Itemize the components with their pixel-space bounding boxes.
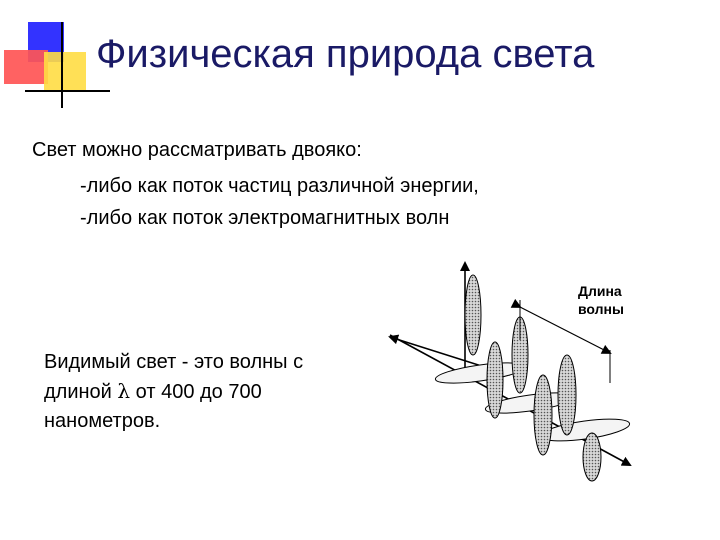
logo-vertical-line bbox=[61, 22, 63, 108]
description-line-2-start: длиной bbox=[44, 381, 112, 403]
logo-horizontal-line bbox=[25, 90, 110, 92]
logo-red-square bbox=[4, 50, 48, 84]
slide-title: Физическая природа света bbox=[96, 32, 595, 76]
intro-text: Свет можно рассматривать двояко: bbox=[32, 139, 362, 161]
description-line-1: Видимый свет - это волны с bbox=[44, 351, 304, 373]
lambda-symbol: λ bbox=[117, 379, 131, 403]
logo-yellow-square bbox=[44, 52, 86, 92]
em-wave-diagram bbox=[360, 255, 660, 485]
decorative-logo bbox=[0, 0, 110, 110]
wavelength-label-line-2: волны bbox=[578, 301, 624, 317]
magnetic-wave bbox=[434, 359, 630, 445]
bullet-particles: -либо как поток частиц различной энергии, bbox=[80, 175, 479, 197]
description-line-3: нанометров. bbox=[44, 410, 161, 432]
visible-light-description bbox=[44, 348, 384, 436]
description-line-2-end: от 400 до 700 bbox=[135, 381, 262, 403]
wavelength-label-line-1: Длина bbox=[578, 283, 622, 299]
bullet-waves: -либо как поток электромагнитных волн bbox=[80, 207, 450, 229]
